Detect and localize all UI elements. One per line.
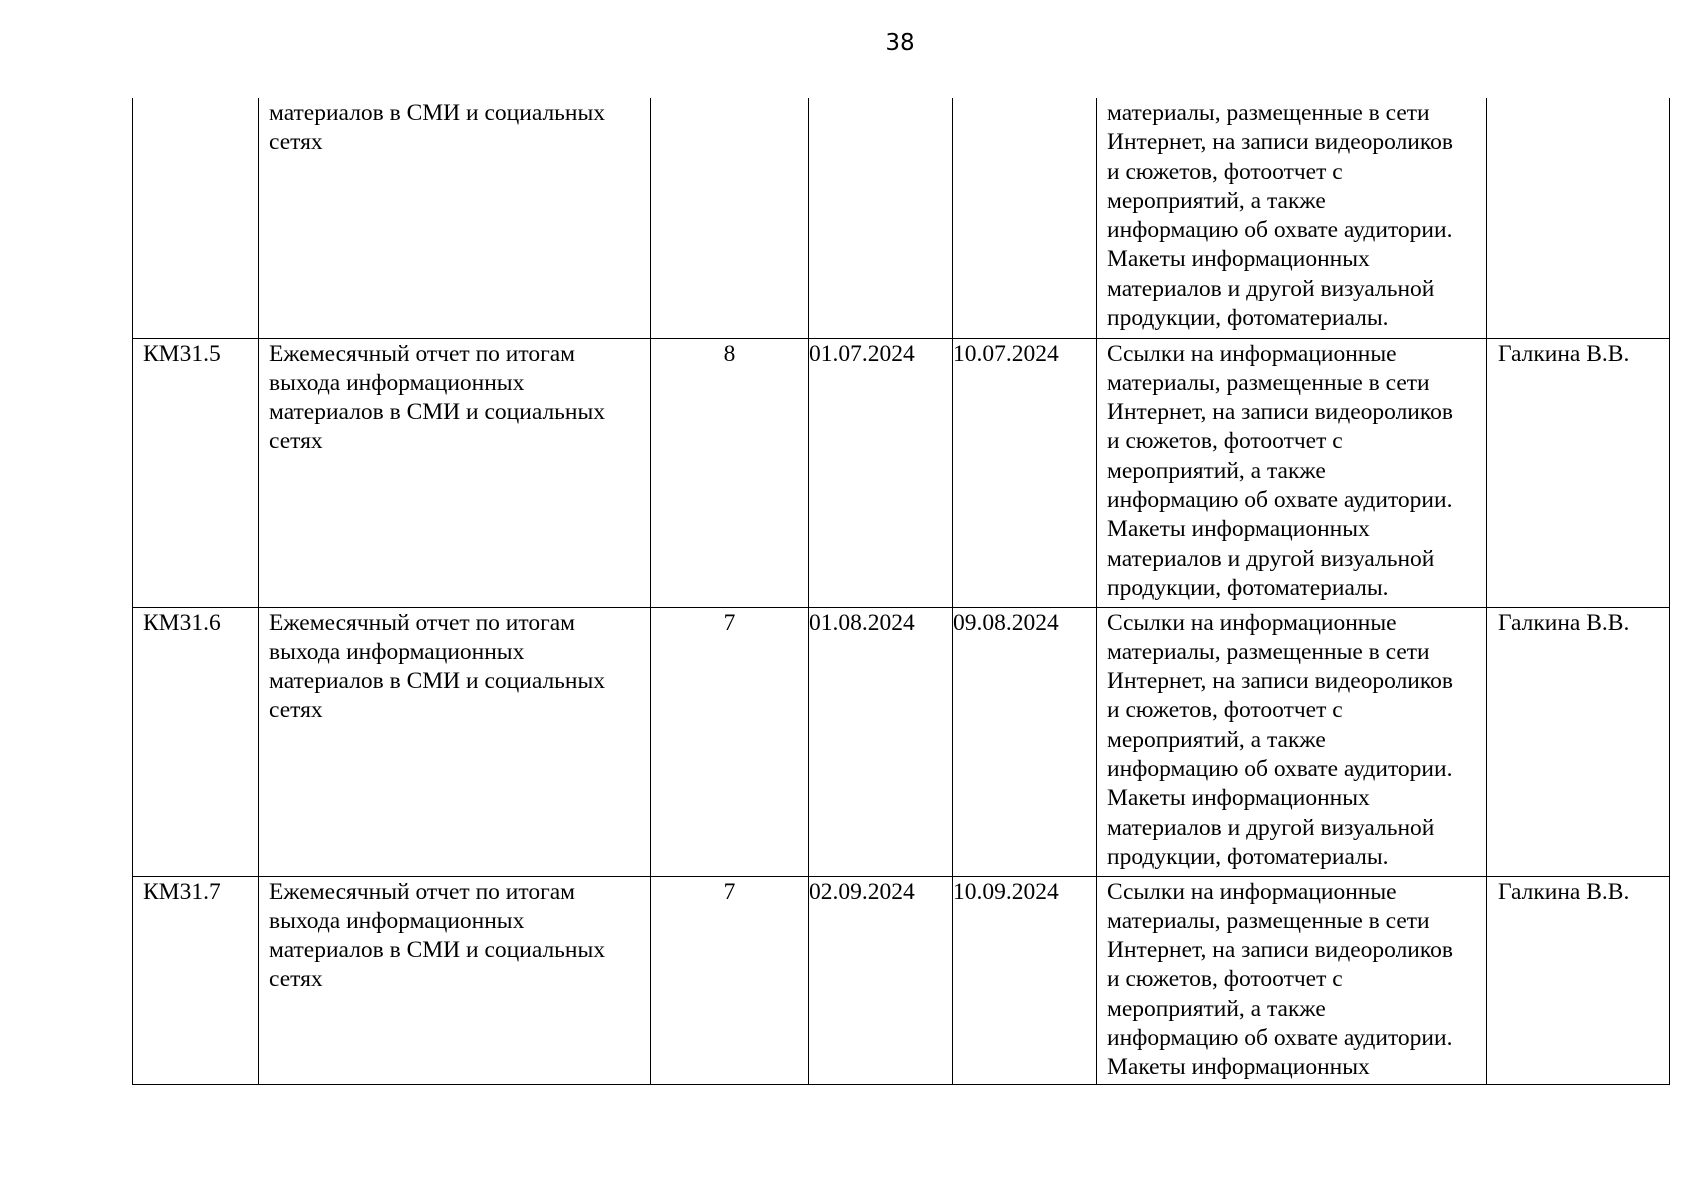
row-result-line: Интернет, на записи видеороликов xyxy=(1107,399,1453,426)
row-result-line: материалы, размещенные в сети xyxy=(1107,638,1430,665)
row-code: КМ31.7 xyxy=(133,876,259,1084)
row-result-line: мероприятий, а также xyxy=(1107,187,1326,214)
row-result-line: материалов и другой визуальной xyxy=(1107,545,1435,572)
row-name xyxy=(259,338,651,607)
row-end-date: 09.08.2024 xyxy=(953,607,1097,876)
table-row xyxy=(133,607,1670,876)
row-responsible xyxy=(1487,98,1670,338)
row-name-line: сетях xyxy=(269,129,323,156)
row-result-line: Интернет, на записи видеороликов xyxy=(1107,937,1453,964)
row-start-date: 01.07.2024 xyxy=(809,338,953,607)
row-result-line: мероприятий, а также xyxy=(1107,457,1326,484)
row-result-line: Ссылки на информационные xyxy=(1107,340,1397,367)
row-result-line: продукции, фотоматериалы. xyxy=(1107,574,1389,601)
row-result xyxy=(1097,607,1487,876)
row-result-line: материалов и другой визуальной xyxy=(1107,275,1435,302)
row-name-line: выхода информационных xyxy=(269,638,525,665)
row-result-line: информацию об охвате аудитории. xyxy=(1107,1024,1453,1051)
row-responsible: Галкина В.В. xyxy=(1487,607,1670,876)
row-result xyxy=(1097,338,1487,607)
row-name-line: сетях xyxy=(269,697,323,724)
row-qty: 7 xyxy=(651,876,809,1084)
row-qty: 8 xyxy=(651,338,809,607)
row-name-line: материалов в СМИ и социальных xyxy=(269,937,606,964)
row-result-line: Макеты информационных xyxy=(1107,516,1370,543)
row-result-line: продукции, фотоматериалы. xyxy=(1107,843,1389,870)
row-name-line: выхода информационных xyxy=(269,369,525,396)
row-result-line: и сюжетов, фотоотчет с xyxy=(1107,966,1343,993)
row-name-line: Ежемесячный отчет по итогам xyxy=(269,878,576,905)
row-result-line: информацию об охвате аудитории. xyxy=(1107,486,1453,513)
row-end-date: 10.07.2024 xyxy=(953,338,1097,607)
row-result-line: Макеты информационных xyxy=(1107,1054,1370,1081)
row-result-line: продукции, фотоматериалы. xyxy=(1107,305,1389,332)
row-name-line: Ежемесячный отчет по итогам xyxy=(269,340,576,367)
row-result-line: Интернет, на записи видеороликов xyxy=(1107,668,1453,695)
row-result-line: материалы, размещенные в сети xyxy=(1107,369,1430,396)
row-name-line: материалов в СМИ и социальных xyxy=(269,668,606,695)
row-responsible: Галкина В.В. xyxy=(1487,876,1670,1084)
row-result-line: Макеты информационных xyxy=(1107,246,1370,273)
row-name-line: сетях xyxy=(269,428,323,455)
row-result-line: мероприятий, а также xyxy=(1107,726,1326,753)
row-start-date: 02.09.2024 xyxy=(809,876,953,1084)
row-result-line: материалов и другой визуальной xyxy=(1107,814,1435,841)
row-result-line: Интернет, на записи видеороликов xyxy=(1107,129,1453,156)
row-result xyxy=(1097,98,1487,338)
table-row xyxy=(133,338,1670,607)
plan-table xyxy=(132,98,1670,1085)
row-result-line: материалы, размещенные в сети xyxy=(1107,907,1430,934)
row-result-line: и сюжетов, фотоотчет с xyxy=(1107,697,1343,724)
row-name-line: сетях xyxy=(269,966,323,993)
row-start-date: 01.08.2024 xyxy=(809,607,953,876)
row-end-date xyxy=(953,98,1097,338)
row-result xyxy=(1097,876,1487,1084)
row-start-date xyxy=(809,98,953,338)
row-responsible: Галкина В.В. xyxy=(1487,338,1670,607)
row-code: КМ31.6 xyxy=(133,607,259,876)
row-end-date: 10.09.2024 xyxy=(953,876,1097,1084)
row-name-line: материалов в СМИ и социальных xyxy=(269,399,606,426)
row-result-line: мероприятий, а также xyxy=(1107,995,1326,1022)
row-code xyxy=(133,98,259,338)
row-qty xyxy=(651,98,809,338)
page-number: 38 xyxy=(885,30,915,56)
row-result-line: Ссылки на информационные xyxy=(1107,609,1397,636)
row-name xyxy=(259,607,651,876)
row-name xyxy=(259,876,651,1084)
row-result-line: Макеты информационных xyxy=(1107,785,1370,812)
row-result-line: Ссылки на информационные xyxy=(1107,878,1397,905)
row-name-line: выхода информационных xyxy=(269,907,525,934)
row-name-line: материалов в СМИ и социальных xyxy=(269,100,606,126)
row-qty: 7 xyxy=(651,607,809,876)
row-name-line: Ежемесячный отчет по итогам xyxy=(269,609,576,636)
row-name xyxy=(259,98,651,338)
row-result-line: материалы, размещенные в сети xyxy=(1107,100,1430,126)
table-row xyxy=(133,876,1670,1084)
row-result-line: информацию об охвате аудитории. xyxy=(1107,755,1453,782)
row-result-line: и сюжетов, фотоотчет с xyxy=(1107,428,1343,455)
row-result-line: и сюжетов, фотоотчет с xyxy=(1107,158,1343,185)
row-result-line: информацию об охвате аудитории. xyxy=(1107,217,1453,244)
row-code: КМ31.5 xyxy=(133,338,259,607)
table-row xyxy=(133,98,1670,338)
